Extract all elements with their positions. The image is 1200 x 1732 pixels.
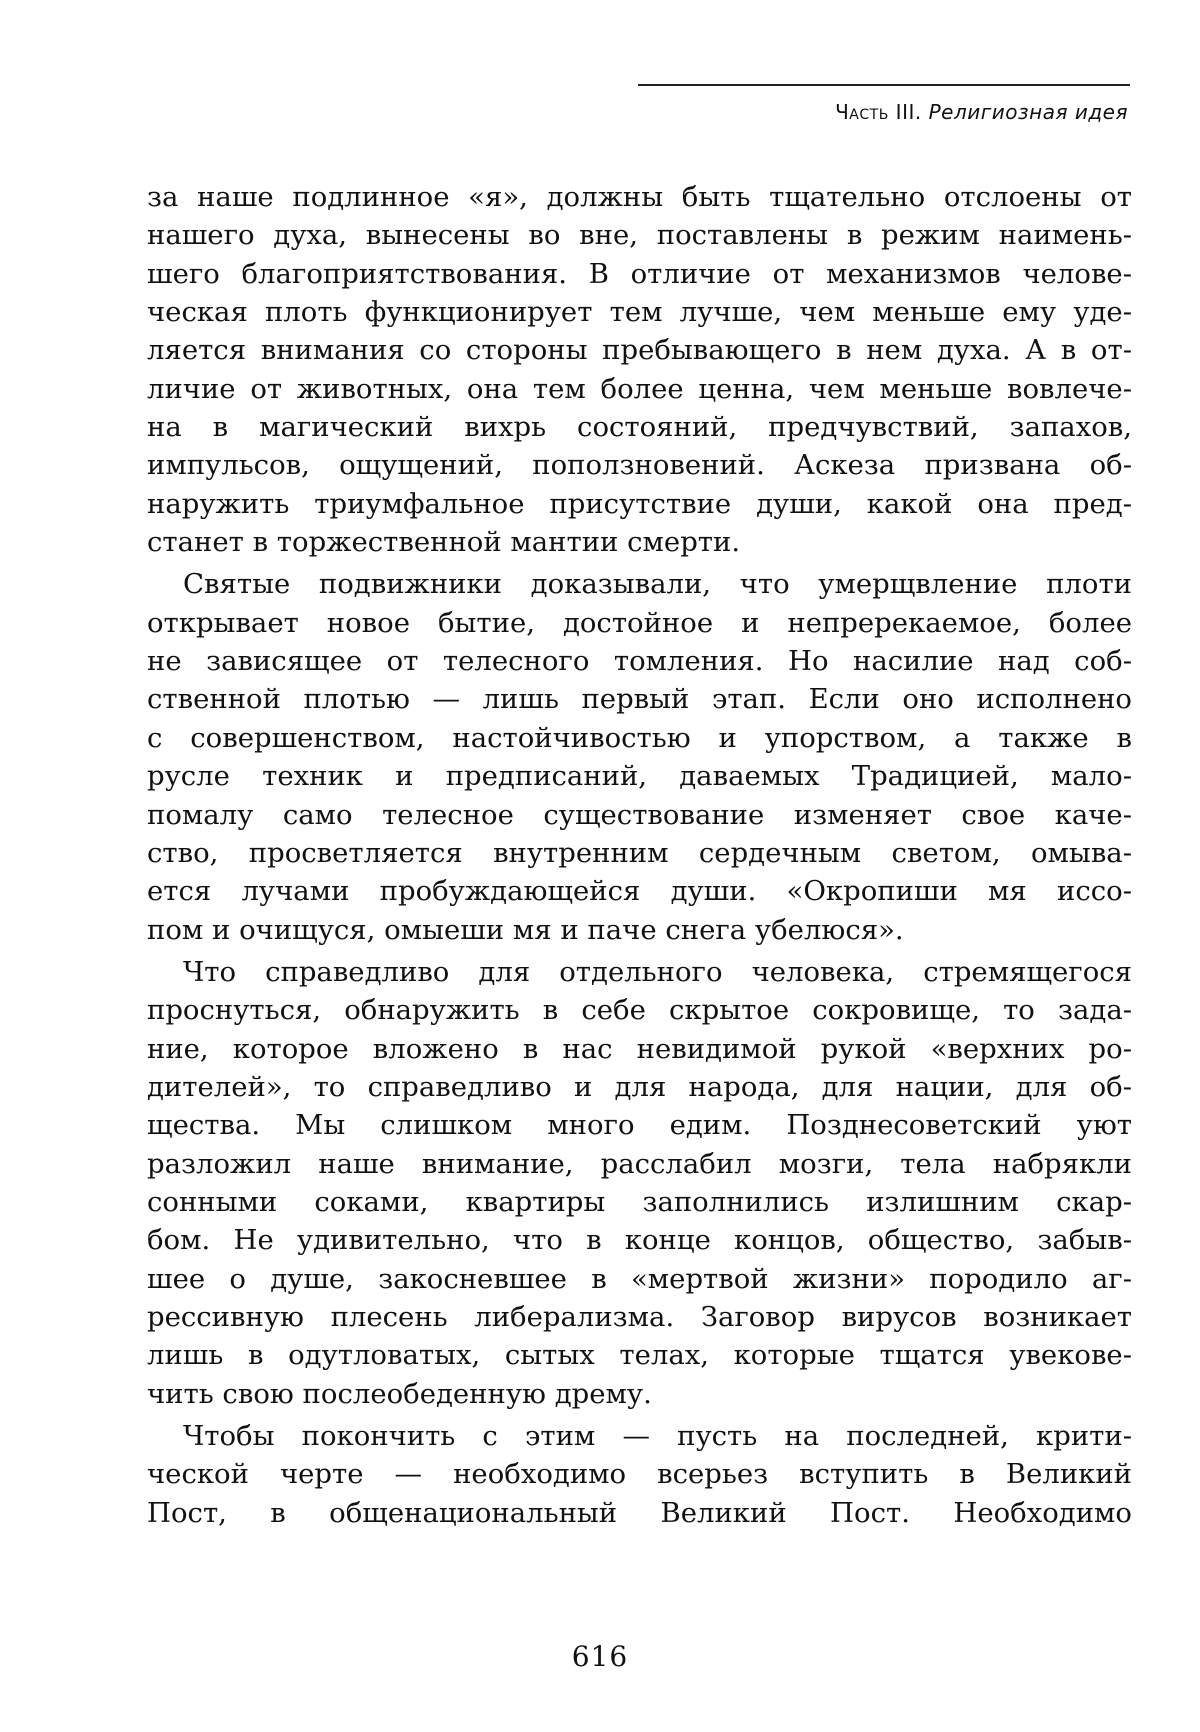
text-line: Что справедливо для отдельного человека, стремящегося	[183, 955, 1132, 988]
text-line: лишь в одутловатых, сытых телах, которые тщатся увекове-	[147, 1339, 1132, 1372]
text-line: бом. Не удивительно, что в конце концов, общество, забыв-	[147, 1224, 1132, 1257]
text-line: станет в торжественной мантии смерти.	[147, 526, 741, 559]
paragraph	[147, 565, 1132, 948]
text-line: ческая плоть функционирует тем лучше, чем меньше ему уде-	[147, 296, 1132, 329]
body-text	[147, 178, 1132, 1536]
text-line: ние, которое вложено в нас невидимой рукой «верхних ро-	[147, 1032, 1132, 1065]
text-line: импульсов, ощущений, поползновений. Аскеза призвана об-	[147, 449, 1132, 482]
text-line: рессивную плесень либерализма. Заговор вирусов возникает	[147, 1300, 1132, 1333]
text-line: наружить триумфальное присутствие души, какой она пред-	[147, 487, 1132, 520]
paragraph	[147, 178, 1132, 561]
text-line: нашего духа, вынесены во вне, поставлены в режим наимень-	[147, 219, 1132, 252]
text-line: Чтобы покончить с этим — пусть на последней, крити-	[183, 1420, 1132, 1452]
text-line: за наше подлинное «я», должны быть тщательно отслоены от	[147, 181, 1132, 213]
header-rule	[638, 84, 1130, 86]
text-line: шего благоприятствования. В отличие от механизмов челове-	[147, 257, 1132, 290]
page-number: 616	[571, 1640, 629, 1673]
text-line: русле техник и предписаний, даваемых Традицией, мало-	[147, 760, 1132, 793]
text-line: дителей», то справедливо и для народа, для нации, для об-	[147, 1070, 1132, 1103]
text-line: ется лучами пробуждающейся души. «Окропиши мя иссо-	[147, 875, 1132, 908]
text-line: открывает новое бытие, достойное и непререкаемое, более	[147, 606, 1132, 639]
text-line: ляется внимания со стороны пребывающего в нем духа. А в от-	[147, 334, 1132, 367]
text-line: ческой черте — необходимо всерьез вступить в Великий	[147, 1458, 1132, 1491]
paragraph	[147, 1417, 1132, 1532]
text-line: разложил наше внимание, расслабил мозги, тела набрякли	[147, 1147, 1132, 1180]
text-line: сонными соками, квартиры заполнились излишним скар-	[147, 1185, 1132, 1218]
text-line: личие от животных, она тем более ценна, чем меньше вовлече-	[147, 372, 1132, 405]
running-head	[835, 100, 1128, 124]
text-line: не зависящее от телесного томления. Но насилие над соб-	[147, 645, 1132, 678]
text-line: ственной плотью — лишь первый этап. Если оно исполнено	[147, 683, 1132, 716]
text-line: на в магический вихрь состояний, предчувствий, запахов,	[147, 411, 1132, 444]
running-head-part: Часть III.	[835, 100, 922, 124]
text-line: Пост, в общенациональный Великий Пост. Необходимо	[147, 1496, 1132, 1529]
text-line: ство, просветляется внутренним сердечным светом, омыва-	[147, 836, 1132, 869]
text-line: шее о душе, закосневшее в «мертвой жизни» породило аг-	[147, 1262, 1132, 1295]
text-line: проснуться, обнаружить в себе скрытое сокровище, то зада-	[147, 994, 1132, 1027]
text-line: с совершенством, настойчивостью и упорством, а также в	[147, 721, 1132, 754]
text-line: Святые подвижники доказывали, что умерщвление плоти	[183, 568, 1132, 601]
text-line: помалу само телесное существование изменяет свое каче-	[147, 798, 1132, 831]
text-line: чить свою послеобеденную дрему.	[147, 1377, 652, 1410]
text-line: щества. Мы слишком много едим. Позднесоветский уют	[147, 1109, 1132, 1142]
text-line: пом и очищуся, омыеши мя и паче снега убелюся».	[147, 913, 904, 946]
running-head-title: Религиозная идея	[928, 100, 1128, 124]
paragraph	[147, 953, 1132, 1413]
